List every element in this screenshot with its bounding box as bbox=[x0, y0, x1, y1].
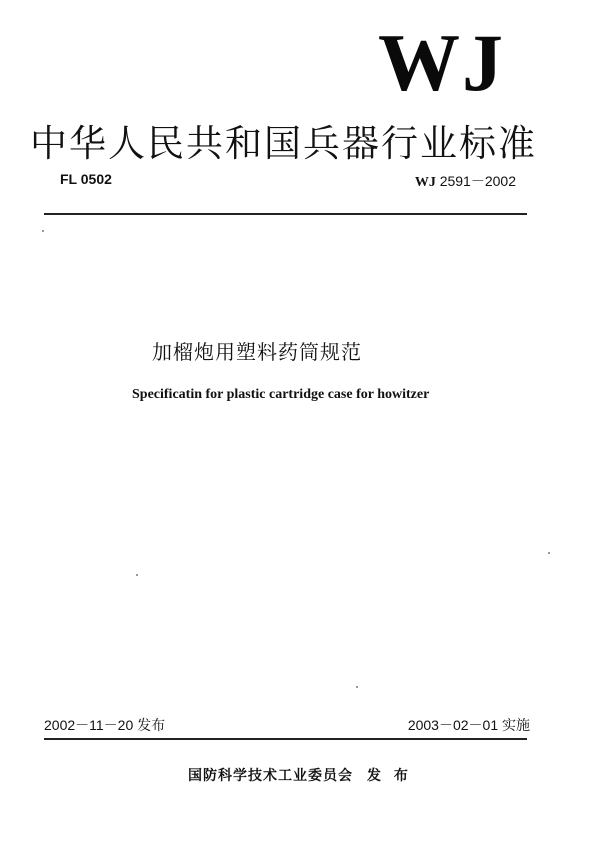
wj-logo: WJ bbox=[378, 17, 505, 108]
issuer-name: 国防科学技术工业委员会 bbox=[188, 768, 353, 784]
issuer-line bbox=[188, 765, 412, 785]
document-title-cn: 加榴炮用塑料药筒规范 bbox=[152, 340, 362, 364]
header-divider bbox=[44, 213, 527, 215]
standard-number-prefix: WJ bbox=[414, 175, 436, 190]
classification-code: FL 0502 bbox=[60, 171, 112, 187]
scan-speck bbox=[136, 574, 138, 576]
standard-title: 中华人民共和国兵器行业标准 bbox=[30, 122, 537, 165]
issue-date: 2002－11－20 发布 bbox=[44, 717, 166, 733]
standard-number-value: 2591－2002 bbox=[439, 173, 516, 189]
document-title-en: Specificatin for plastic cartridge case for howitzer bbox=[132, 387, 430, 402]
scan-speck bbox=[42, 230, 44, 232]
footer-divider bbox=[44, 738, 527, 740]
publish-label: 发 布 bbox=[367, 768, 412, 784]
scan-speck bbox=[548, 552, 550, 554]
scan-speck bbox=[356, 686, 358, 688]
standard-number bbox=[415, 171, 516, 191]
effective-date: 2003－02－01 实施 bbox=[407, 717, 530, 733]
